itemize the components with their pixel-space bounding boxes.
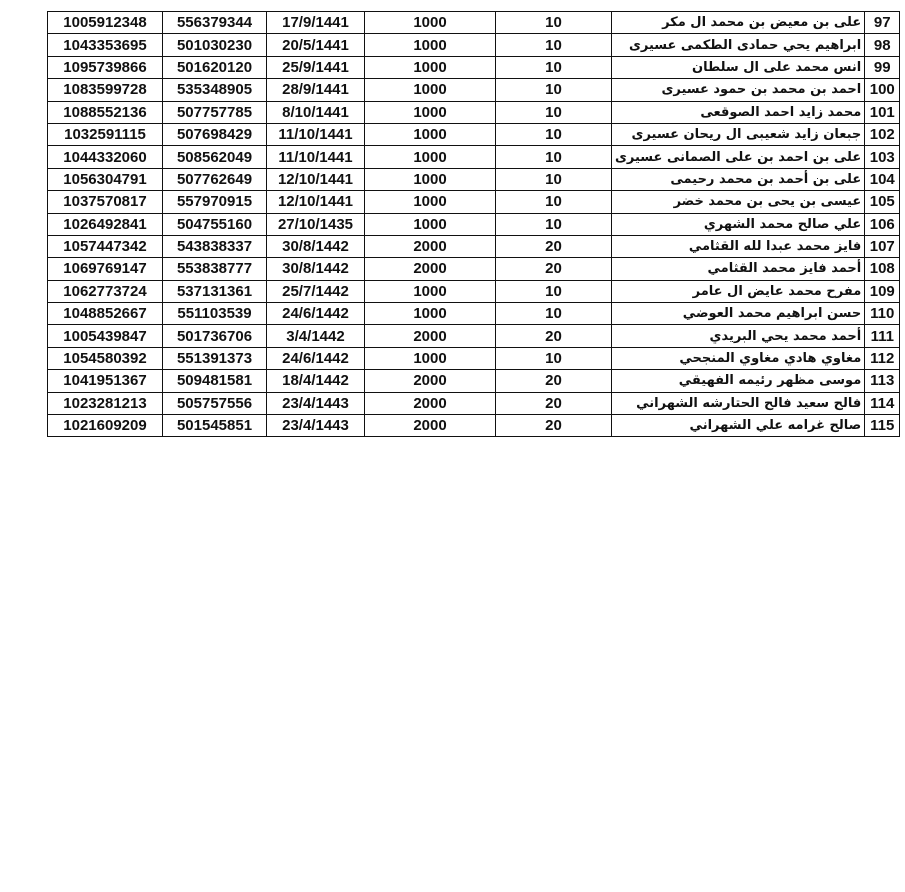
id-number-cell: 1044332060 <box>48 146 163 168</box>
date-cell: 25/9/1441 <box>267 56 365 78</box>
date-cell: 12/10/1441 <box>267 168 365 190</box>
row-number-cell: 106 <box>865 213 900 235</box>
phone-cell: 553838777 <box>163 258 267 280</box>
phone-cell: 501620120 <box>163 56 267 78</box>
date-cell: 20/5/1441 <box>267 34 365 56</box>
amount-cell: 2000 <box>365 370 496 392</box>
date-cell: 28/9/1441 <box>267 79 365 101</box>
table-row <box>48 101 900 123</box>
phone-cell: 507762649 <box>163 168 267 190</box>
name-cell: جبعان زايد شعيبى ال ريحان عسيرى <box>612 123 865 145</box>
name-cell: فالح سعيد فالح الحتارشه الشهراني <box>612 392 865 414</box>
id-number-cell: 1032591115 <box>48 123 163 145</box>
quantity-cell: 10 <box>496 191 612 213</box>
quantity-cell: 10 <box>496 168 612 190</box>
row-number-cell: 98 <box>865 34 900 56</box>
quantity-cell: 10 <box>496 303 612 325</box>
table-row <box>48 56 900 78</box>
id-number-cell: 1021609209 <box>48 415 163 437</box>
name-cell: صالح غرامه علي الشهراني <box>612 415 865 437</box>
name-cell: على بن احمد بن على الصمانى عسيرى <box>612 146 865 168</box>
name-cell: احمد بن محمد بن حمود عسيرى <box>612 79 865 101</box>
quantity-cell: 10 <box>496 101 612 123</box>
row-number-cell: 107 <box>865 235 900 257</box>
row-number-cell: 104 <box>865 168 900 190</box>
name-cell: مفرح محمد عايض ال عامر <box>612 280 865 302</box>
id-number-cell: 1043353695 <box>48 34 163 56</box>
row-number-cell: 102 <box>865 123 900 145</box>
date-cell: 11/10/1441 <box>267 146 365 168</box>
id-number-cell: 1069769147 <box>48 258 163 280</box>
quantity-cell: 10 <box>496 123 612 145</box>
date-cell: 23/4/1443 <box>267 415 365 437</box>
table-row <box>48 303 900 325</box>
table-row <box>48 79 900 101</box>
row-number-cell: 111 <box>865 325 900 347</box>
phone-cell: 509481581 <box>163 370 267 392</box>
table-row <box>48 12 900 34</box>
id-number-cell: 1062773724 <box>48 280 163 302</box>
id-number-cell: 1048852667 <box>48 303 163 325</box>
name-cell: عيسى بن يحى بن محمد خضر <box>612 191 865 213</box>
phone-cell: 551103539 <box>163 303 267 325</box>
date-cell: 23/4/1443 <box>267 392 365 414</box>
row-number-cell: 99 <box>865 56 900 78</box>
amount-cell: 2000 <box>365 258 496 280</box>
date-cell: 11/10/1441 <box>267 123 365 145</box>
name-cell: علي صالح محمد الشهري <box>612 213 865 235</box>
phone-cell: 543838337 <box>163 235 267 257</box>
amount-cell: 1000 <box>365 191 496 213</box>
row-number-cell: 108 <box>865 258 900 280</box>
quantity-cell: 10 <box>496 56 612 78</box>
table-row <box>48 325 900 347</box>
table-row <box>48 235 900 257</box>
date-cell: 27/10/1435 <box>267 213 365 235</box>
amount-cell: 1000 <box>365 34 496 56</box>
quantity-cell: 20 <box>496 258 612 280</box>
amount-cell: 2000 <box>365 325 496 347</box>
quantity-cell: 10 <box>496 347 612 369</box>
id-number-cell: 1057447342 <box>48 235 163 257</box>
phone-cell: 508562049 <box>163 146 267 168</box>
row-number-cell: 109 <box>865 280 900 302</box>
name-cell: انس محمد على ال سلطان <box>612 56 865 78</box>
phone-cell: 505757556 <box>163 392 267 414</box>
amount-cell: 1000 <box>365 56 496 78</box>
row-number-cell: 115 <box>865 415 900 437</box>
name-cell: موسى مظهر رئيمه الفهيقي <box>612 370 865 392</box>
amount-cell: 2000 <box>365 415 496 437</box>
phone-cell: 504755160 <box>163 213 267 235</box>
name-cell: على بن معيض بن محمد ال مكر <box>612 12 865 34</box>
amount-cell: 1000 <box>365 101 496 123</box>
amount-cell: 1000 <box>365 213 496 235</box>
name-cell: ابراهيم يحي حمادى الطكمى عسيرى <box>612 34 865 56</box>
row-number-cell: 100 <box>865 79 900 101</box>
table-row <box>48 213 900 235</box>
table-row <box>48 392 900 414</box>
row-number-cell: 105 <box>865 191 900 213</box>
date-cell: 18/4/1442 <box>267 370 365 392</box>
name-cell: أحمد فايز محمد القثامي <box>612 258 865 280</box>
name-cell: على بن أحمد بن محمد رحيمى <box>612 168 865 190</box>
quantity-cell: 10 <box>496 12 612 34</box>
id-number-cell: 1054580392 <box>48 347 163 369</box>
quantity-cell: 20 <box>496 370 612 392</box>
phone-cell: 557970915 <box>163 191 267 213</box>
id-number-cell: 1037570817 <box>48 191 163 213</box>
date-cell: 12/10/1441 <box>267 191 365 213</box>
amount-cell: 1000 <box>365 168 496 190</box>
id-number-cell: 1088552136 <box>48 101 163 123</box>
amount-cell: 1000 <box>365 79 496 101</box>
table-row <box>48 191 900 213</box>
table-row <box>48 370 900 392</box>
quantity-cell: 20 <box>496 415 612 437</box>
table-row <box>48 280 900 302</box>
row-number-cell: 112 <box>865 347 900 369</box>
id-number-cell: 1005912348 <box>48 12 163 34</box>
phone-cell: 535348905 <box>163 79 267 101</box>
phone-cell: 556379344 <box>163 12 267 34</box>
date-cell: 30/8/1442 <box>267 235 365 257</box>
id-number-cell: 1056304791 <box>48 168 163 190</box>
phone-cell: 507757785 <box>163 101 267 123</box>
table-row <box>48 146 900 168</box>
row-number-cell: 110 <box>865 303 900 325</box>
table-body <box>48 12 900 437</box>
row-number-cell: 97 <box>865 12 900 34</box>
beneficiaries-table <box>47 11 900 437</box>
amount-cell: 1000 <box>365 146 496 168</box>
table-row <box>48 34 900 56</box>
amount-cell: 1000 <box>365 347 496 369</box>
name-cell: مغاوي هادي مغاوي المنجحي <box>612 347 865 369</box>
quantity-cell: 20 <box>496 325 612 347</box>
date-cell: 17/9/1441 <box>267 12 365 34</box>
row-number-cell: 113 <box>865 370 900 392</box>
table-row <box>48 415 900 437</box>
id-number-cell: 1026492841 <box>48 213 163 235</box>
id-number-cell: 1023281213 <box>48 392 163 414</box>
phone-cell: 537131361 <box>163 280 267 302</box>
id-number-cell: 1041951367 <box>48 370 163 392</box>
phone-cell: 501030230 <box>163 34 267 56</box>
phone-cell: 501545851 <box>163 415 267 437</box>
quantity-cell: 10 <box>496 280 612 302</box>
table-row <box>48 347 900 369</box>
phone-cell: 501736706 <box>163 325 267 347</box>
name-cell: محمد زايد احمد الصوقعى <box>612 101 865 123</box>
table-row <box>48 258 900 280</box>
date-cell: 8/10/1441 <box>267 101 365 123</box>
quantity-cell: 10 <box>496 213 612 235</box>
quantity-cell: 10 <box>496 146 612 168</box>
row-number-cell: 114 <box>865 392 900 414</box>
amount-cell: 1000 <box>365 123 496 145</box>
date-cell: 24/6/1442 <box>267 303 365 325</box>
name-cell: حسن ابراهيم محمد العوضي <box>612 303 865 325</box>
amount-cell: 1000 <box>365 303 496 325</box>
id-number-cell: 1083599728 <box>48 79 163 101</box>
row-number-cell: 101 <box>865 101 900 123</box>
row-number-cell: 103 <box>865 146 900 168</box>
date-cell: 3/4/1442 <box>267 325 365 347</box>
name-cell: أحمد محمد يحي البريدي <box>612 325 865 347</box>
name-cell: فايز محمد عبدا لله القثامي <box>612 235 865 257</box>
amount-cell: 1000 <box>365 280 496 302</box>
amount-cell: 2000 <box>365 392 496 414</box>
id-number-cell: 1005439847 <box>48 325 163 347</box>
table-row <box>48 168 900 190</box>
quantity-cell: 10 <box>496 34 612 56</box>
quantity-cell: 10 <box>496 79 612 101</box>
id-number-cell: 1095739866 <box>48 56 163 78</box>
table-row <box>48 123 900 145</box>
quantity-cell: 20 <box>496 235 612 257</box>
phone-cell: 507698429 <box>163 123 267 145</box>
phone-cell: 551391373 <box>163 347 267 369</box>
date-cell: 25/7/1442 <box>267 280 365 302</box>
date-cell: 30/8/1442 <box>267 258 365 280</box>
date-cell: 24/6/1442 <box>267 347 365 369</box>
amount-cell: 1000 <box>365 12 496 34</box>
quantity-cell: 20 <box>496 392 612 414</box>
amount-cell: 2000 <box>365 235 496 257</box>
